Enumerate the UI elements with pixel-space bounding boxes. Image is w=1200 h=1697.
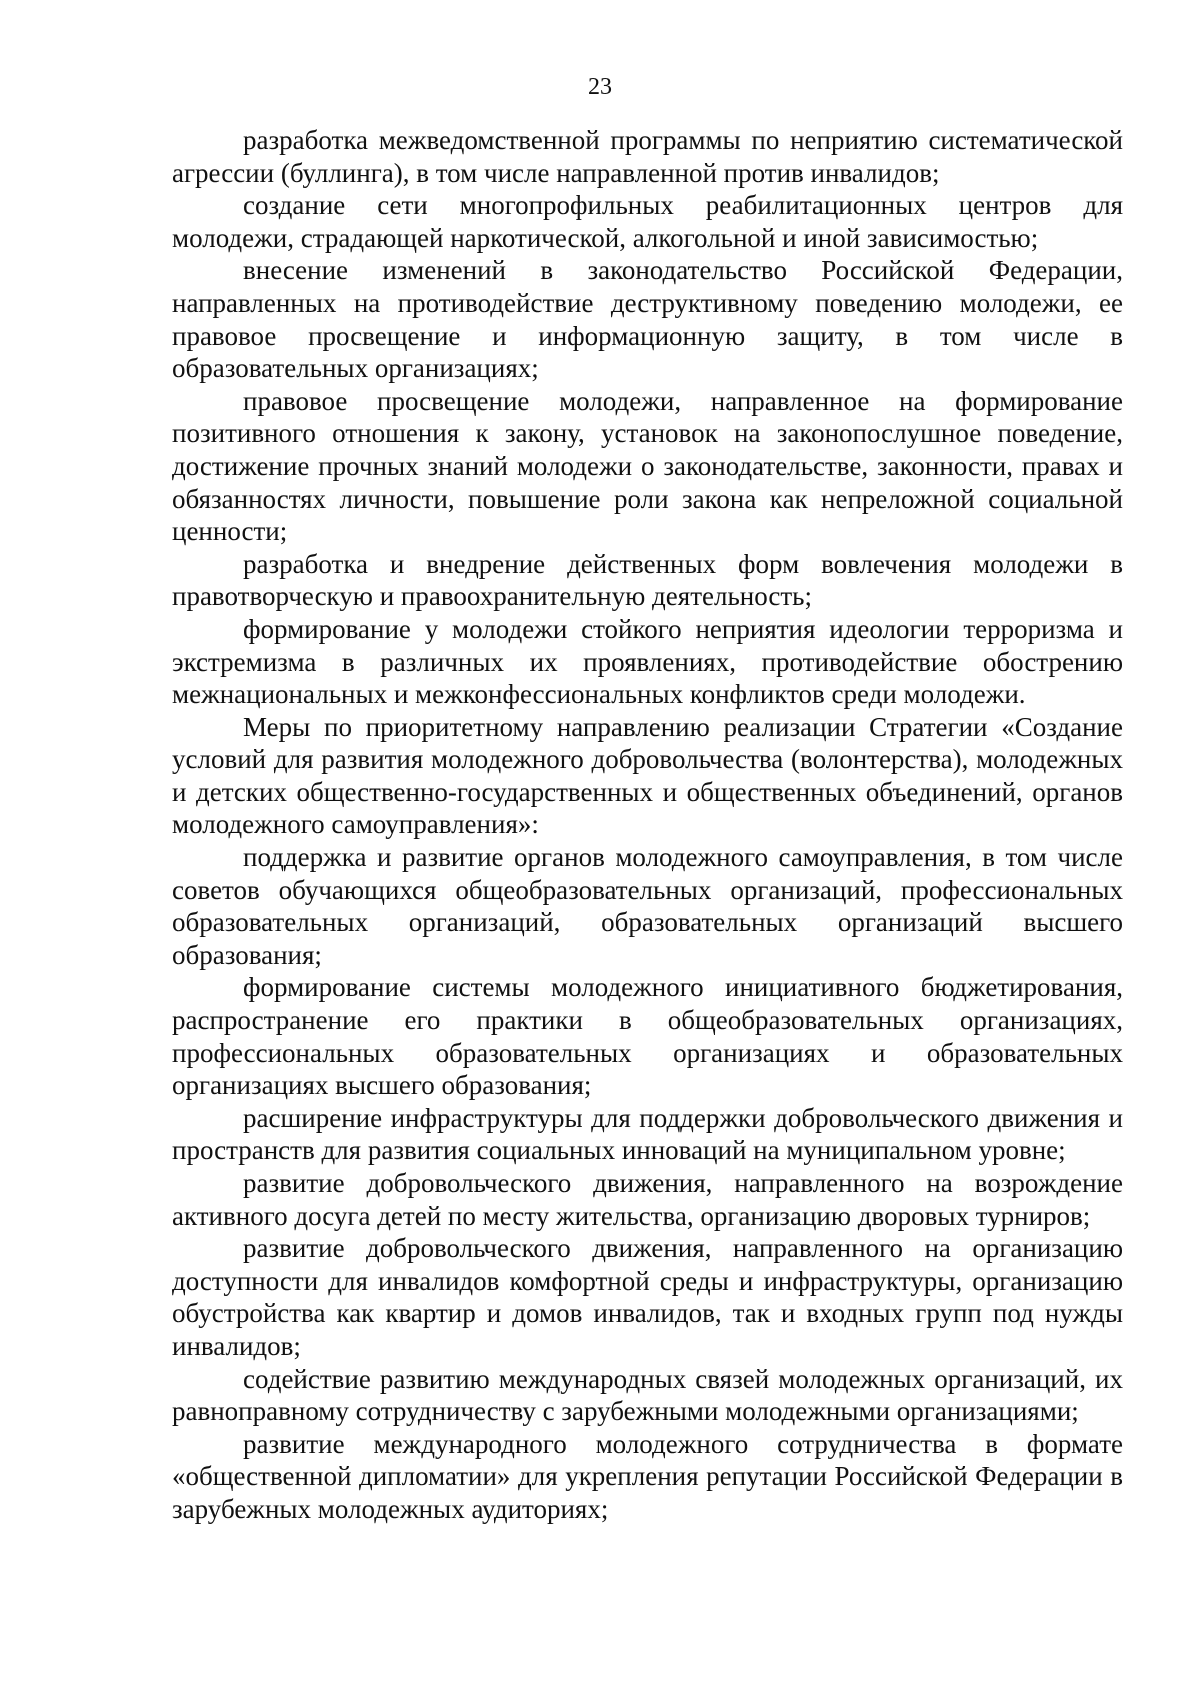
body-text (172, 124, 1123, 1526)
paragraph: развитие добровольческого движения, направленного на возрождение активного досуга детей по месту жительства, организацию дворовых турниров; (172, 1168, 1123, 1231)
paragraph: правовое просвещение молодежи, направленное на формирование позитивного отношения к закону, установок на законопослушное поведение, достижение прочных знаний молодежи о законодательстве, законности, правах и обязанностях личности, повышение роли закона как непреложной социальной ценности; (172, 385, 1123, 547)
paragraph: формирование у молодежи стойкого неприятия идеологии терроризма и экстремизма в различных их проявлениях, противодействие обострению межнациональных и межконфессиональных конфликтов среди молодежи. (172, 613, 1123, 710)
paragraph: создание сети многопрофильных реабилитационных центров для молодежи, страдающей наркотической, алкогольной и иной зависимостью; (172, 190, 1123, 253)
page-number: 23 (588, 74, 612, 100)
paragraph: расширение инфраструктуры для поддержки добровольческого движения и пространств для развития социальных инноваций на муниципальном уровне; (172, 1102, 1123, 1166)
paragraph: формирование системы молодежного инициативного бюджетирования, распространение его практики в общеобразовательных организациях, профессиональных образовательных организациях и образовательных организациях высшего образования; (172, 972, 1123, 1101)
paragraph: развитие международного молодежного сотрудничества в формате «общественной дипломатии» для укрепления репутации Российской Федерации в зарубежных молодежных аудиториях; (172, 1428, 1123, 1524)
paragraph: внесение изменений в законодательство Российской Федерации, направленных на противодействие деструктивному поведению молодежи, ее правовое просвещение и информационную защиту, в том числе в образовательных организациях; (172, 255, 1123, 384)
paragraph: разработка и внедрение действенных форм вовлечения молодежи в правотворческую и правоохранительную деятельность; (172, 548, 1123, 612)
paragraph: содействие развитию международных связей молодежных организаций, их равноправному сотрудничеству с зарубежными молодежными организациями; (172, 1363, 1123, 1427)
paragraph: поддержка и развитие органов молодежного самоуправления, в том числе советов обучающихся общеобразовательных организаций, профессиональных образовательных организаций, образовательных организаций высшего образования; (172, 842, 1123, 970)
paragraph: разработка межведомственной программы по неприятию систематической агрессии (буллинга), в том числе направленной против инвалидов; (172, 125, 1123, 188)
paragraph: развитие добровольческого движения, направленного на организацию доступности для инвалидов комфортной среды и инфраструктуры, организацию обустройства как квартир и домов инвалидов, так и входных групп под нужды инвалидов; (172, 1233, 1123, 1361)
paragraph: Меры по приоритетному направлению реализации Стратегии «Создание условий для развития молодежного добровольчества (волонтерства), молодежных и детских общественно-государственных и общественных объединений, органов молодежного самоуправления»: (172, 711, 1123, 840)
